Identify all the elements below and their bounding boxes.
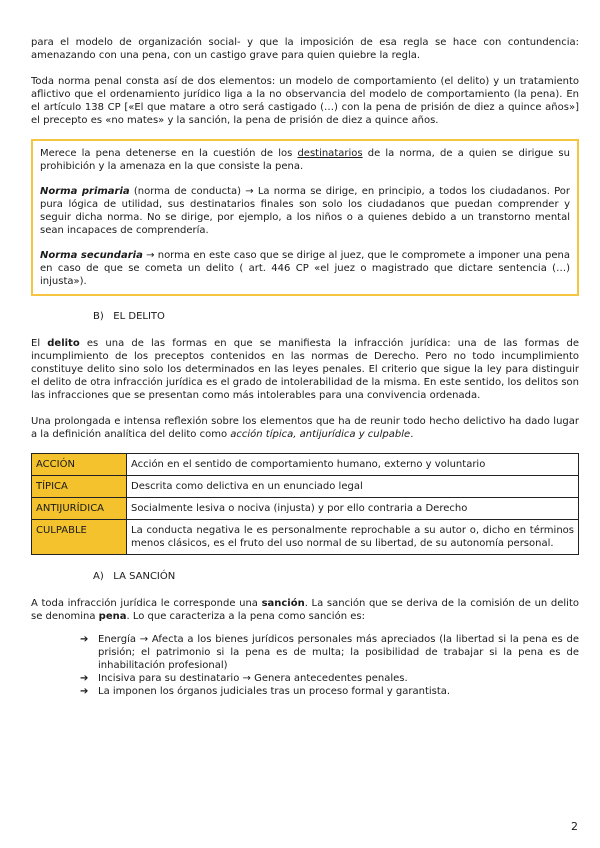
norma-primaria-term: Norma primaria (40, 186, 130, 197)
criteria-desc: La conducta negativa le es personalmente reprochable a su autor o, dicho en términos menos clásicos, es el fruto del uso normal de su libertad, de su autonomía personal. (127, 520, 579, 555)
delito-definition-terms: acción típica, antijurídica y culpable (230, 429, 411, 440)
arrow-right-icon: ➔ (80, 634, 89, 645)
pena-characteristics-list (80, 633, 579, 698)
delito-criteria-table (31, 453, 579, 555)
criteria-term: CULPABLE (32, 520, 127, 555)
delito-text: es una de las formas en que se manifiesta la infracción jurídica: una de las formas de incumplimiento de los preceptos contenidos en las normas de Derecho. Pero no todo incumplimiento constituye delito sino solo los determinados en las leyes penales. El criterio que sigue la ley para distinguir el delito de otra infracción jurídica es el grado de intolerabilidad de la misma. En este sentido, los delitos son las infracciones que se presentan como más intolerables para una convivencia ordenada. (31, 338, 579, 401)
criteria-term: ANTIJURÍDICA (32, 498, 127, 520)
delito-paragraph-2 (31, 415, 579, 441)
box-paragraph-destinatarios (40, 147, 570, 173)
arrow-right-icon: ➔ (80, 673, 89, 684)
delito-term: delito (47, 338, 80, 349)
table-row (32, 476, 579, 498)
table-row (32, 520, 579, 555)
sancion-text: . La sanción que se deriva de la comisión de un delito se denomina (31, 598, 579, 622)
box-text: de la norma, de a quien se dirigue su prohibición y la amenaza en la que consiste la pena. (40, 148, 570, 172)
arrow-right-icon: ➔ (80, 686, 89, 697)
destinatarios-underlined: destinatarios (297, 148, 363, 159)
intro-paragraph-2: Toda norma penal consta así de dos elementos: un modelo de comportamiento (el delito) y un tratamiento aflictivo que el ordenamiento jurídico liga a la no observancia del modelo de comportamiento (la pena). En el artículo 138 CP [«El que matare a otro será castigado (…) con la pena de prisión de diez a quince años»] el precepto es «no mates» y la sanción, la pena de prisión de diez a quince años. (31, 76, 579, 126)
pena-term: pena (98, 611, 127, 622)
page-number: 2 (571, 820, 578, 833)
list-item-text: La imponen los órganos judiciales tras un proceso formal y garantista. (98, 686, 451, 697)
criteria-term: TÍPICA (32, 476, 127, 498)
list-item-text: Incisiva para su destinatario → Genera antecedentes penales. (98, 673, 408, 684)
table-row (32, 454, 579, 476)
sancion-term: sanción (261, 598, 305, 609)
delito-paragraph-1 (31, 337, 579, 402)
list-item (80, 672, 579, 685)
list-item (80, 633, 579, 672)
highlight-box-destinatarios (31, 139, 579, 296)
criteria-desc: Acción en el sentido de comportamiento humano, externo y voluntario (127, 454, 579, 476)
norma-secundaria-term: Norma secundaria (40, 250, 143, 261)
box-paragraph-norma-secundaria (40, 249, 570, 288)
delito-text: Una prolongada e intensa reflexión sobre los elementos que ha de reunir todo hecho delictivo ha dado lugar a la definición analítica del delito como (31, 416, 579, 440)
table-row (32, 498, 579, 520)
box-paragraph-norma-primaria (40, 185, 570, 237)
norma-secundaria-text: → norma en este caso que se dirige al juez, que le compromete a imponer una pena en caso de que se cometa un delito ( art. 446 CP «el juez o magistrado que dictare sentencia (…) injusta»). (40, 250, 571, 287)
list-item-text: Energía → Afecta a los bienes jurídicos personales más apreciados (la libertad si la pena es de prisión; el patrimonio si la pena es de multa; la posibilidad de trabajar si la pena es de inhabilitación profesional) (98, 634, 579, 671)
sancion-text: . Lo que caracteriza a la pena como sanción es: (126, 611, 365, 622)
delito-text: El (31, 338, 48, 349)
intro-paragraph-1: para el modelo de organización social- y que la imposición de esa regla se hace con contundencia: amenazando con una pena, con un castigo grave para quien quiebre la regla. (31, 37, 579, 61)
list-item (80, 685, 579, 698)
norma-primaria-text: (norma de conducta) → La norma se dirige, en principio, a todos los ciudadanos. Por pura lógica de utilidad, sus destinatarios finales son solo los ciudadanos que puedan comprender y seguir dicha norma. No se dirige, por ejemplo, a los niños o a quienes debido a un transtorno mental sean incapaces de comprendería. (40, 186, 570, 236)
section-heading-el-delito: B) EL DELITO (93, 311, 165, 322)
criteria-desc: Socialmente lesiva o nociva (injusta) y por ello contraria a Derecho (127, 498, 579, 520)
document-page (31, 36, 579, 698)
sancion-text: A toda infracción jurídica le corresponde una (31, 598, 262, 609)
section-heading-la-sancion: A) LA SANCIÓN (93, 571, 176, 582)
criteria-term: ACCIÓN (32, 454, 127, 476)
box-text: Merece la pena detenerse en la cuestión de los (40, 148, 298, 159)
sancion-paragraph (31, 597, 579, 623)
criteria-desc: Descrita como delictiva en un enunciado legal (127, 476, 579, 498)
delito-text: . (410, 429, 414, 440)
